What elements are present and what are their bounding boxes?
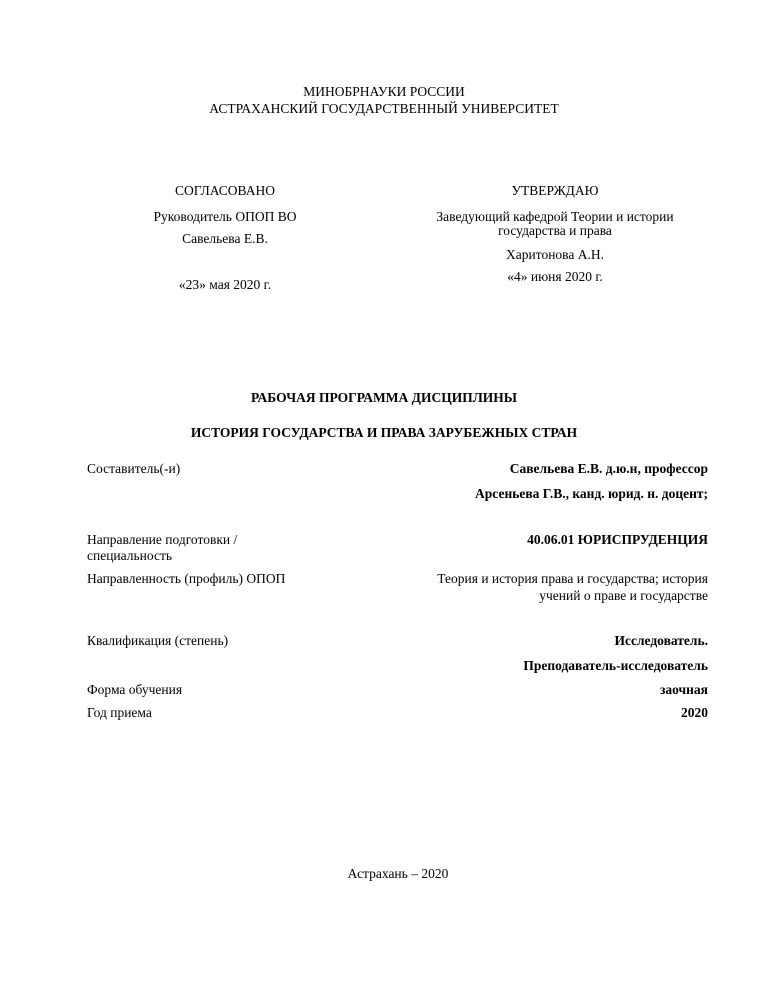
direction-value: 40.06.01 ЮРИСПРУДЕНЦИЯ — [527, 532, 708, 547]
agreed-title: СОГЛАСОВАНО — [175, 183, 275, 198]
qualification-value-line1: Исследователь. — [614, 633, 708, 648]
profile-label: Направленность (профиль) ОПОП — [87, 571, 286, 586]
author-label: Составитель(-и) — [87, 461, 181, 476]
qualification-label: Квалификация (степень) — [87, 633, 229, 648]
profile-value-line2: учений о праве и государстве — [539, 588, 708, 603]
agreed-name: Савельева Е.В. — [182, 231, 268, 246]
author-1: Савельева Е.В. д.ю.н, профессор — [509, 461, 708, 476]
agreed-date: «23» мая 2020 г. — [178, 277, 272, 292]
profile-value-line1: Теория и история права и государства; история — [437, 571, 708, 586]
ministry-title: МИНОБРНАУКИ РОССИИ — [303, 84, 465, 99]
city-year-footer: Астрахань – 2020 — [347, 866, 449, 881]
approve-position-line2: государства и права — [498, 223, 612, 238]
agreed-position: Руководитель ОПОП ВО — [153, 209, 297, 224]
program-heading: РАБОЧАЯ ПРОГРАММА ДИСЦИПЛИНЫ — [250, 390, 518, 405]
approve-name: Харитонова А.Н. — [506, 247, 604, 262]
study-form-value: заочная — [659, 682, 708, 697]
direction-label-line1: Направление подготовки / — [87, 532, 238, 547]
university-title: АСТРАХАНСКИЙ ГОСУДАРСТВЕННЫЙ УНИВЕРСИТЕТ — [209, 101, 559, 116]
author-2: Арсеньева Г.В., канд. юрид. н. доцент; — [475, 486, 708, 501]
approve-title: УТВЕРЖДАЮ — [511, 183, 599, 198]
study-form-label: Форма обучения — [87, 682, 183, 697]
admission-year-value: 2020 — [681, 705, 708, 720]
approve-position-line1: Заведующий кафедрой Теории и истории — [436, 209, 674, 224]
discipline-title: ИСТОРИЯ ГОСУДАРСТВА И ПРАВА ЗАРУБЕЖНЫХ СТРАН — [190, 425, 578, 440]
approve-date: «4» июня 2020 г. — [507, 269, 603, 284]
direction-label-line2: специальность — [87, 548, 173, 563]
qualification-value-line2: Преподаватель-исследователь — [523, 658, 708, 673]
admission-year-label: Год приема — [87, 705, 152, 720]
